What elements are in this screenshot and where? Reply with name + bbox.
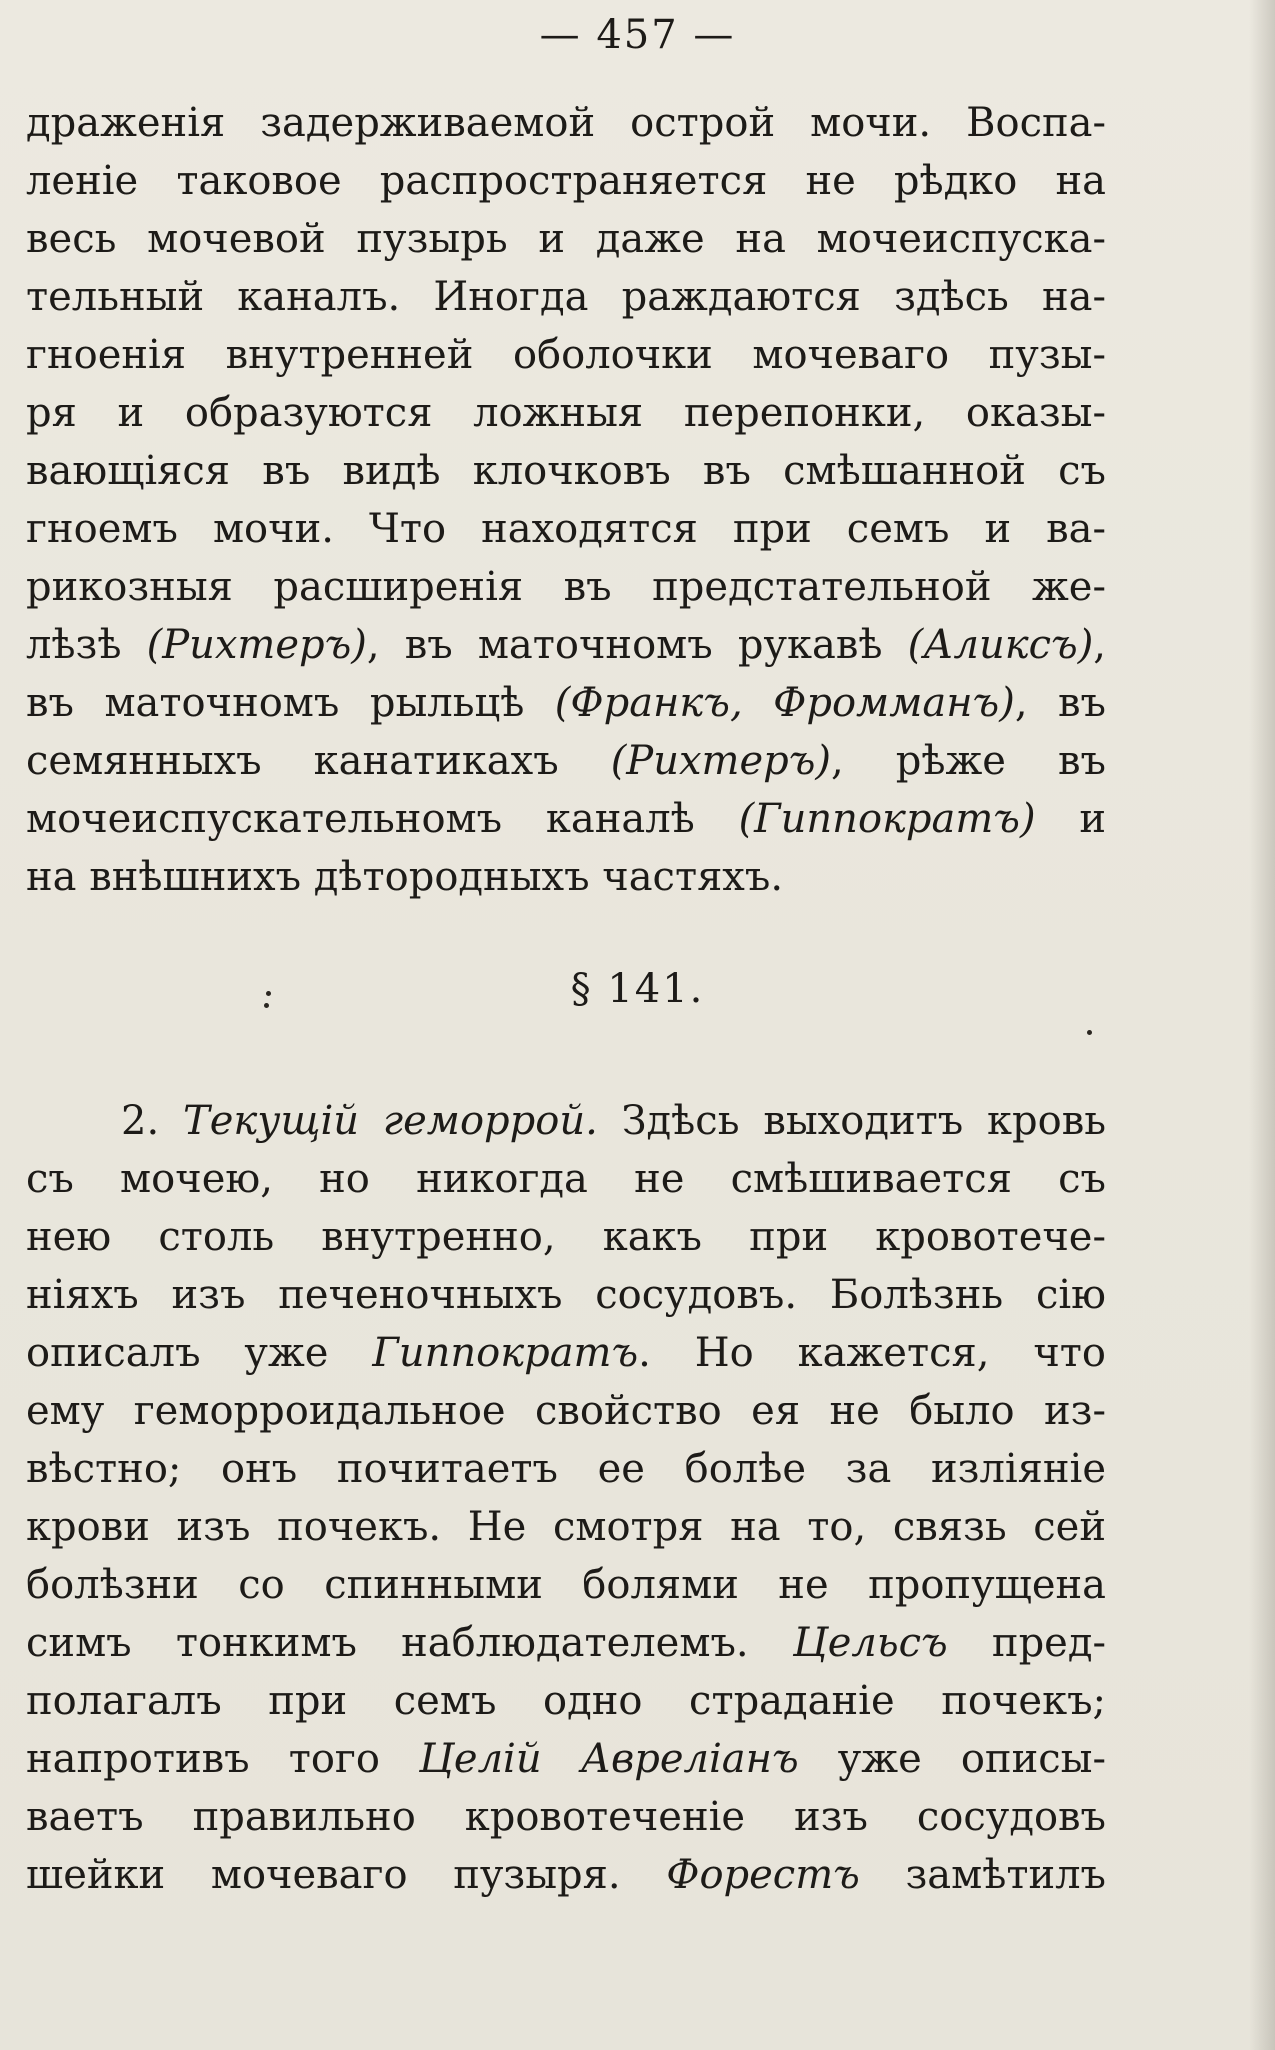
text-line (26, 732, 1106, 790)
text-run: гноенія внутренней оболочки мочеваго пузы- (26, 332, 1106, 378)
italic-name: (Рихтеръ) (146, 622, 367, 668)
italic-name: Целій Авреліанъ (419, 1736, 799, 1782)
text-run: 2. (121, 1098, 184, 1144)
text-run: драженія задерживаемой острой мочи. Воспа- (26, 100, 1106, 146)
text-line (26, 1208, 1106, 1266)
text-line (26, 1440, 1106, 1498)
text-line (26, 674, 1106, 732)
text-line (26, 1324, 1106, 1382)
text-run: вѣстно; онъ почитаетъ ее болѣе за изліяніе (26, 1446, 1106, 1492)
text-run: въ маточномъ рыльцѣ (26, 680, 555, 726)
text-line (26, 442, 1106, 500)
text-run: на внѣшнихъ дѣтородныхъ частяхъ. (26, 854, 784, 900)
section-heading: § 141. (570, 966, 705, 1012)
text-run: ваетъ правильно кровотеченіе изъ сосудовъ (26, 1794, 1106, 1840)
text-run: симъ тонкимъ наблюдателемъ. (26, 1620, 793, 1666)
text-line (26, 384, 1106, 442)
text-run: крови изъ почекъ. Не смотря на то, связь сей (26, 1504, 1106, 1550)
text-run: лѣзѣ (26, 622, 147, 668)
ink-speck (264, 1003, 269, 1008)
text-line (26, 616, 1106, 674)
text-run: напротивъ того (26, 1736, 420, 1782)
text-run: , въ маточномъ рукавѣ (366, 622, 908, 668)
text-line (26, 94, 1106, 152)
text-run: гноемъ мочи. Что находятся при семъ и ва- (26, 506, 1106, 552)
ink-speck (1087, 1030, 1092, 1035)
text-run: уже описы- (798, 1736, 1106, 1782)
text-run: ря и образуются ложныя перепонки, оказы- (26, 390, 1106, 436)
text-run: съ мочею, но никогда не смѣшивается съ (26, 1156, 1106, 1202)
text-line (26, 1788, 1106, 1846)
text-run: весь мочевой пузырь и даже на мочеиспуска- (26, 216, 1106, 262)
paragraph-1 (26, 94, 1106, 906)
text-line (26, 268, 1106, 326)
italic-name: Текущій геморрой. (183, 1098, 598, 1144)
text-run: шейки мочеваго пузыря. (26, 1852, 667, 1898)
text-run: , въ (1014, 680, 1106, 726)
text-line (26, 1614, 1106, 1672)
italic-name: (Гиппократъ) (738, 796, 1036, 842)
text-line (26, 210, 1106, 268)
italic-name: Гиппократъ (372, 1330, 639, 1376)
text-line (26, 1730, 1106, 1788)
page-edge-shadow (1249, 0, 1275, 2050)
text-line (26, 1382, 1106, 1440)
text-line (26, 558, 1106, 616)
text-line (26, 1266, 1106, 1324)
text-line (26, 1092, 1106, 1150)
text-line (26, 152, 1106, 210)
text-run: пред- (947, 1620, 1106, 1666)
text-run: Здѣсь выходитъ кровь (597, 1098, 1107, 1144)
text-run: мочеиспускательномъ каналѣ (26, 796, 739, 842)
text-run: описалъ уже (26, 1330, 373, 1376)
text-line (26, 790, 1106, 848)
text-line (26, 1150, 1106, 1208)
italic-name: (Рихтеръ) (610, 738, 832, 784)
ink-speck (266, 991, 271, 996)
text-line (26, 1846, 1106, 1904)
text-line (26, 1498, 1106, 1556)
text-line (26, 500, 1106, 558)
text-line (26, 326, 1106, 384)
text-run: болѣзни со спинными болями не пропущена (26, 1562, 1106, 1608)
text-run: тельный каналъ. Иногда раждаются здѣсь на- (26, 274, 1106, 320)
text-run: полагалъ при семъ одно страданіе почекъ; (26, 1678, 1106, 1724)
text-run: и (1035, 796, 1106, 842)
italic-name: (Франкъ, Фромманъ) (554, 680, 1015, 726)
text-run: , (1093, 622, 1107, 668)
text-run: ему геморроидальное свойство ея не было из- (26, 1388, 1106, 1434)
paragraph-2 (26, 1092, 1106, 1904)
text-run: замѣтилъ (859, 1852, 1106, 1898)
text-run: , рѣже въ (831, 738, 1107, 784)
italic-name: Цельсъ (792, 1620, 948, 1666)
text-run: нею столь внутренно, какъ при кровотече- (26, 1214, 1106, 1260)
text-run: вающіяся въ видѣ клочковъ въ смѣшанной съ (26, 448, 1106, 494)
italic-name: (Аликсъ) (907, 622, 1094, 668)
text-run: леніе таковое распространяется не рѣдко на (26, 158, 1106, 204)
text-run: семянныхъ канатикахъ (26, 738, 611, 784)
text-run: ніяхъ изъ печеночныхъ сосудовъ. Болѣзнь сію (26, 1272, 1106, 1318)
text-run: рикозныя расширенія въ предстательной же- (26, 564, 1106, 610)
text-line (26, 1556, 1106, 1614)
text-line (26, 1672, 1106, 1730)
page-number: — 457 — (539, 12, 736, 58)
italic-name: Форестъ (666, 1852, 860, 1898)
text-line (26, 848, 1106, 906)
text-run: . Но кажется, что (638, 1330, 1106, 1376)
